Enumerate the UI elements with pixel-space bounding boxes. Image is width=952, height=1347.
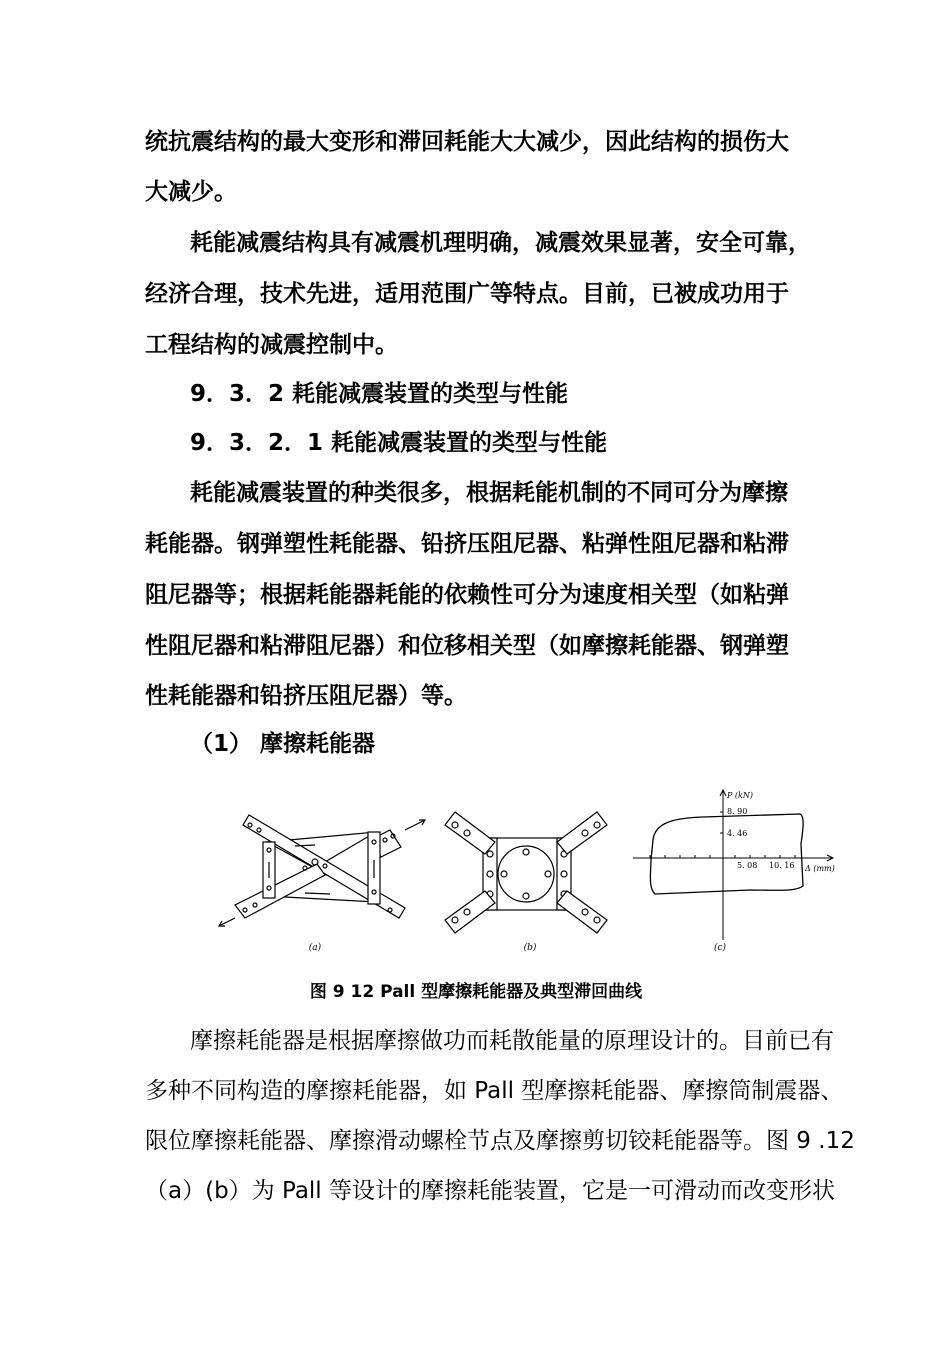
damper-detail-diagram: [445, 812, 607, 933]
subsection-heading: 9．3．2．1 耗能减震装置的类型与性能: [190, 430, 608, 456]
paragraph-line: 经济合理，技术先进，适用范围广等特点。目前，已被成功用于: [145, 281, 789, 307]
paragraph-line: 摩擦耗能器是根据摩擦做功而耗散能量的原理设计的。目前已有: [190, 1028, 834, 1054]
label-b: (b): [523, 943, 537, 953]
paragraph-line: 大减少。: [145, 179, 237, 205]
label-c: (c): [713, 943, 727, 953]
label-a: (a): [308, 943, 322, 953]
x-tick-label: 5. 08: [737, 861, 758, 870]
paragraph-line: （a）(b）为 Pall 等设计的摩擦耗能装置，它是一可滑动而改变形状: [145, 1178, 835, 1204]
y-tick-label: 8. 90: [727, 807, 748, 816]
paragraph-line: 统抗震结构的最大变形和滞回耗能大大减少，因此结构的损伤大: [145, 129, 789, 155]
item-heading: （1） 摩擦耗能器: [190, 731, 376, 757]
paragraph-line: 性耗能器和铅挤压阻尼器）等。: [145, 683, 467, 709]
figure-pall-damper: [205, 770, 860, 965]
paragraph-line: 工程结构的减震控制中。: [145, 332, 398, 358]
x-tick-label: 10. 16: [769, 861, 795, 870]
section-heading: 9．3．2 耗能减震装置的类型与性能: [190, 381, 569, 407]
paragraph-line: 多种不同构造的摩擦耗能器，如 Pall 型摩擦耗能器、摩擦筒制震器、: [145, 1078, 844, 1104]
paragraph-line: 耗能减震装置的种类很多，根据耗能机制的不同可分为摩擦: [190, 480, 788, 506]
paragraph-line: 阻尼器等；根据耗能器耗能的依赖性可分为速度相关型（如粘弹: [145, 582, 789, 608]
pall-damper-diagram: [219, 815, 425, 926]
paragraph-line: 耗能减震结构具有减震机理明确，减震效果显著，安全可靠，: [190, 230, 811, 256]
paragraph-line: 耗能器。钢弹塑性耗能器、铅挤压阻尼器、粘弹性阻尼器和粘滞: [145, 531, 789, 557]
figure-caption: 图 9 12 Pall 型摩擦耗能器及典型滞回曲线: [309, 982, 643, 1002]
paragraph-line: 限位摩擦耗能器、摩擦滑动螺栓节点及摩擦剪切铰耗能器等。图 9 .12: [145, 1128, 855, 1154]
paragraph-line: 性阻尼器和粘滞阻尼器）和位移相关型（如摩擦耗能器、钢弹塑: [145, 633, 789, 659]
x-axis-label: Δ (mm): [805, 864, 835, 873]
y-axis-label: P (kN): [727, 791, 754, 800]
y-tick-label: 4. 46: [727, 829, 748, 838]
